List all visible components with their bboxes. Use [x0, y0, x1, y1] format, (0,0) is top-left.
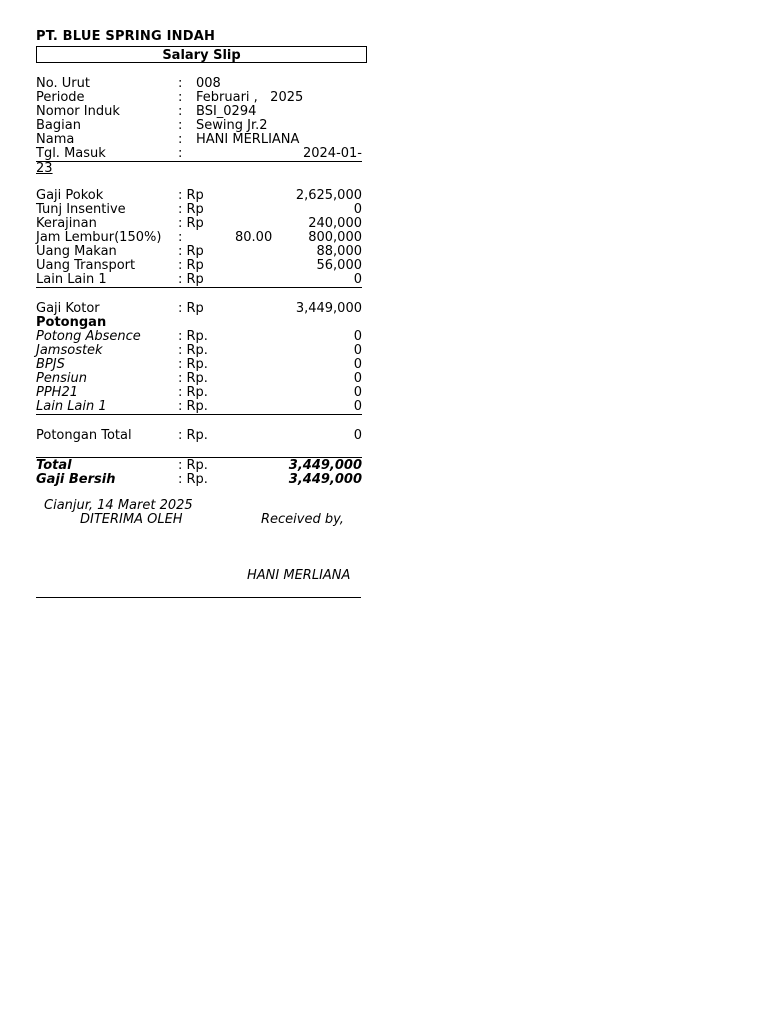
deduction-amount: 0	[353, 357, 362, 372]
info-sep: :	[178, 118, 183, 133]
info-value: Februari , 2025	[196, 90, 304, 105]
earning-row-uang-transport	[36, 259, 362, 273]
earning-amount: 0	[353, 272, 362, 287]
deduction-amount: 0	[353, 329, 362, 344]
info-label: No. Urut	[36, 76, 90, 91]
earning-row-uang-makan	[36, 245, 362, 259]
gaji-bersih-label: Gaji Bersih	[36, 472, 116, 487]
earning-amount: 2,625,000	[295, 188, 362, 203]
deduction-label: Potong Absence	[36, 329, 141, 344]
earning-label: Kerajinan	[36, 216, 97, 231]
spacer	[36, 415, 367, 429]
total-label: Total	[36, 458, 72, 473]
deduction-currency: : Rp.	[178, 329, 208, 344]
earning-row-jam-lembur	[36, 231, 362, 245]
deduction-row-bpjs	[36, 358, 362, 372]
deduction-row-jamsostek	[36, 344, 362, 358]
deduction-currency: : Rp.	[178, 343, 208, 358]
tgl-masuk-line2	[36, 162, 362, 176]
earning-row-gaji-pokok	[36, 189, 362, 203]
info-sep: :	[178, 104, 183, 119]
diterima-oleh: DITERIMA OLEH	[80, 512, 183, 527]
gaji-bersih-amount: 3,449,000	[288, 472, 362, 487]
deduction-amount: 0	[353, 343, 362, 358]
total-row	[36, 459, 362, 473]
received-by: Received by,	[261, 512, 344, 527]
deduction-row-pph21	[36, 386, 362, 400]
earning-currency: : Rp	[178, 216, 204, 231]
deduction-row-lain-lain	[36, 400, 362, 415]
potongan-heading: Potongan	[36, 315, 107, 330]
earning-currency: : Rp	[178, 272, 204, 287]
gaji-kotor-row	[36, 302, 362, 316]
potongan-total-label: Potongan Total	[36, 428, 132, 443]
info-sep: :	[178, 76, 183, 91]
info-row-nomor-induk	[36, 105, 362, 119]
potongan-total-currency: : Rp.	[178, 428, 208, 443]
earning-label: Lain Lain 1	[36, 272, 107, 287]
deduction-amount: 0	[353, 371, 362, 386]
earning-label: Uang Makan	[36, 244, 117, 259]
slip-title: Salary Slip	[36, 46, 367, 63]
total-divider	[36, 443, 362, 458]
deduction-label: Pensiun	[36, 371, 87, 386]
bottom-divider	[36, 597, 361, 598]
spacer	[36, 63, 367, 77]
earning-label: Jam Lembur(150%)	[36, 230, 162, 245]
deduction-row-absence	[36, 330, 362, 344]
earning-currency: :	[178, 230, 183, 245]
total-currency: : Rp.	[178, 458, 208, 473]
potongan-total-row	[36, 429, 362, 443]
deduction-currency: : Rp.	[178, 357, 208, 372]
info-value: 008	[196, 76, 221, 91]
earning-amount: 56,000	[316, 258, 362, 273]
deduction-currency: : Rp.	[178, 399, 208, 414]
earning-amount: 240,000	[308, 216, 362, 231]
earning-currency: : Rp	[178, 244, 204, 259]
deduction-row-pensiun	[36, 372, 362, 386]
info-sep: :	[178, 90, 183, 105]
info-label: Bagian	[36, 118, 81, 133]
gaji-kotor-currency: : Rp	[178, 301, 204, 316]
info-row-tgl-masuk	[36, 147, 362, 175]
info-label: Tgl. Masuk	[36, 146, 106, 161]
tgl-masuk-line1	[36, 147, 362, 162]
gaji-kotor-amount: 3,449,000	[295, 301, 362, 316]
gaji-bersih-currency: : Rp.	[178, 472, 208, 487]
spacer	[36, 288, 367, 302]
info-value: BSI_0294	[196, 104, 257, 119]
earning-amount: 88,000	[316, 244, 362, 259]
potongan-heading-row	[36, 316, 362, 330]
overtime-hours: 80.00	[235, 230, 273, 245]
info-row-bagian	[36, 119, 362, 133]
info-row-periode	[36, 91, 362, 105]
info-row-nama	[36, 133, 362, 147]
company-name: PT. BLUE SPRING INDAH	[36, 29, 216, 44]
info-label: Periode	[36, 90, 85, 105]
deduction-amount: 0	[353, 399, 362, 414]
salary-slip	[36, 28, 367, 487]
gaji-kotor-label: Gaji Kotor	[36, 301, 100, 316]
info-label: Nama	[36, 132, 75, 147]
earning-currency: : Rp	[178, 258, 204, 273]
info-row-no-urut	[36, 77, 362, 91]
deduction-label: PPH21	[36, 385, 78, 400]
deduction-label: Lain Lain 1	[36, 399, 107, 414]
signer-name: HANI MERLIANA	[247, 568, 351, 583]
info-value: 2024-01-	[302, 146, 362, 161]
spacer	[36, 175, 367, 189]
info-label: Nomor Induk	[36, 104, 120, 119]
deduction-label: BPJS	[36, 357, 65, 372]
total-amount: 3,449,000	[288, 458, 362, 473]
deduction-currency: : Rp.	[178, 385, 208, 400]
earning-amount: 0	[353, 202, 362, 217]
potongan-total-amount: 0	[353, 428, 362, 443]
place-date: Cianjur, 14 Maret 2025	[44, 498, 193, 513]
earning-label: Tunj Insentive	[36, 202, 126, 217]
earning-label: Uang Transport	[36, 258, 136, 273]
earning-label: Gaji Pokok	[36, 188, 104, 203]
earning-currency: : Rp	[178, 188, 204, 203]
earning-row-lain-lain	[36, 273, 362, 288]
info-sep: :	[178, 132, 183, 147]
earning-row-kerajinan	[36, 217, 362, 231]
earning-currency: : Rp	[178, 202, 204, 217]
deduction-amount: 0	[353, 385, 362, 400]
info-value: Sewing Jr.2	[196, 118, 268, 133]
earning-row-tunj-insentive	[36, 203, 362, 217]
info-sep: :	[178, 146, 183, 161]
info-value: HANI MERLIANA	[196, 132, 300, 147]
info-value-wrap: 23	[36, 161, 53, 176]
deduction-label: Jamsostek	[36, 343, 103, 358]
earning-amount: 800,000	[308, 230, 362, 245]
gaji-bersih-row	[36, 473, 362, 487]
deduction-currency: : Rp.	[178, 371, 208, 386]
